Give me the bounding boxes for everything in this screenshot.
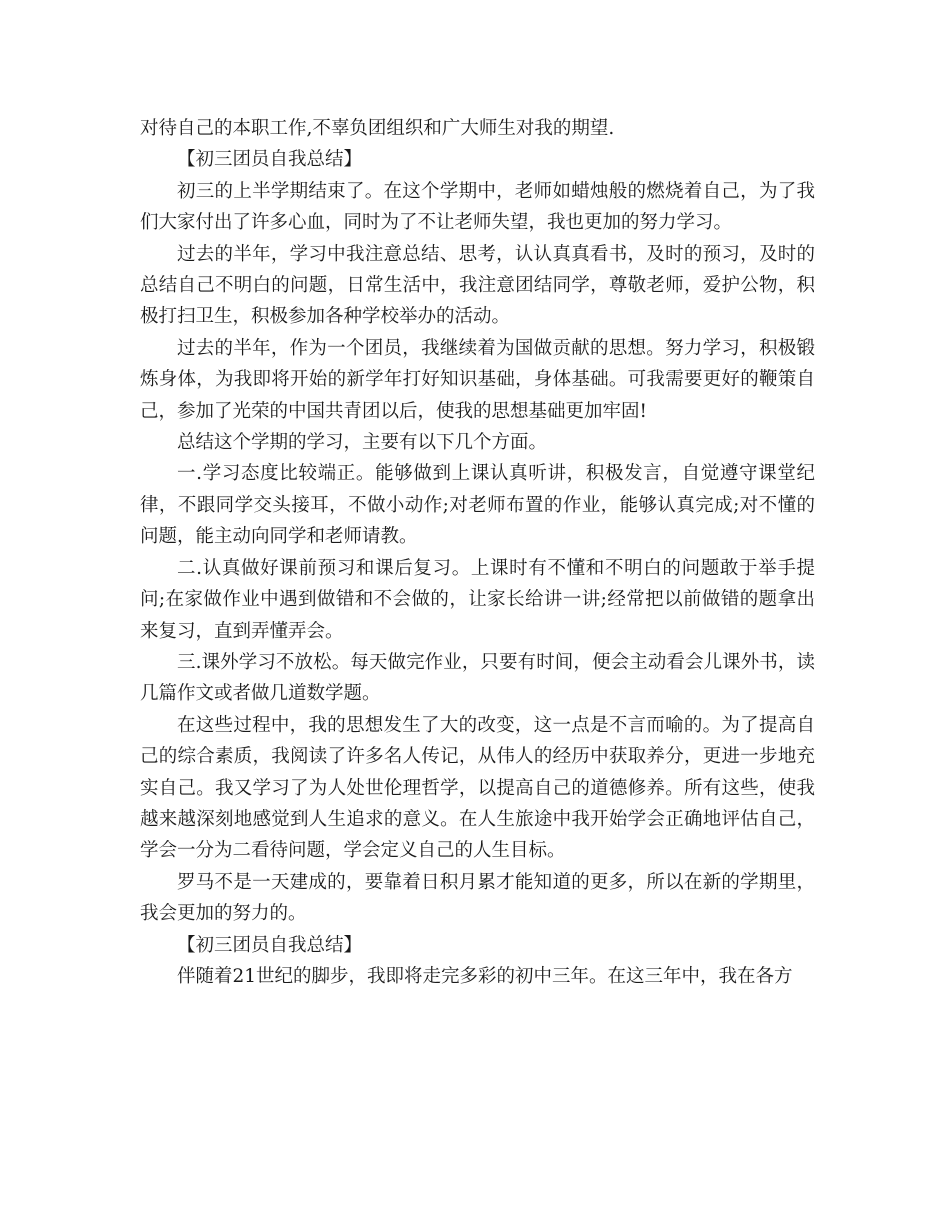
list-paragraph-3: 三.课外学习不放松。每天做完作业，只要有时间，便会主动看会儿课外书，读几篇作文或者做几道数学题。 <box>140 651 815 705</box>
paragraph: 在这些过程中，我的思想发生了大的改变，这一点是不言而喻的。为了提高自己的综合素质，我阅读了许多名人传记，从伟人的经历中获取养分，更进一步地充实自己。我又学习了为人处世伦理哲学，以提高自己的道德修养。所有这些，使我越来越深刻地感觉到人生追求的意义。在人生旅途中我开始学会正确地评估自己，学会一分为二看待问题，学会定义自己的人生目标。 <box>140 714 815 862</box>
paragraph: 伴随着21世纪的脚步，我即将走完多彩的初中三年。在这三年中，我在各方 <box>177 965 793 987</box>
section-heading: 【初三团员自我总结】 <box>177 934 363 956</box>
paragraph: 过去的半年，学习中我注意总结、思考，认认真真看书，及时的预习，及时的总结自己不明白的问题，日常生活中，我注意团结同学，尊敬老师，爱护公物，积极打扫卫生，积极参加各种学校举办的活动。 <box>140 243 815 328</box>
section-heading: 【初三团员自我总结】 <box>177 149 363 171</box>
document-body <box>140 113 815 992</box>
paragraph-continuation: 对待自己的本职工作,不辜负团组织和广大师生对我的期望. <box>140 118 615 139</box>
paragraph: 过去的半年，作为一个团员，我继续着为国做贡献的思想。努力学习，积极锻炼身体，为我即将开始的新学年打好知识基础，身体基础。可我需要更好的鞭策自己，参加了光荣的中国共青团以后，使我的思想基础更加牢固! <box>140 337 815 422</box>
list-paragraph-2: 二.认真做好课前预习和课后复习。上课时有不懂和不明白的问题敢于举手提问;在家做作业中遇到做错和不会做的，让家长给讲一讲;经常把以前做错的题拿出来复习，直到弄懂弄会。 <box>140 557 815 642</box>
paragraph: 初三的上半学期结束了。在这个学期中，老师如蜡烛般的燃烧着自己，为了我们大家付出了许多心血，同时为了不让老师失望，我也更加的努力学习。 <box>140 180 815 234</box>
paragraph: 罗马不是一天建成的，要靠着日积月累才能知道的更多，所以在新的学期里，我会更加的努力的。 <box>140 871 815 925</box>
list-paragraph-1: 一.学习态度比较端正。能够做到上课认真听讲，积极发言，自觉遵守课堂纪律，不跟同学交头接耳，不做小动作;对老师布置的作业，能够认真完成;对不懂的问题，能主动向同学和老师请教。 <box>140 463 815 548</box>
paragraph: 总结这个学期的学习，主要有以下几个方面。 <box>177 432 548 454</box>
